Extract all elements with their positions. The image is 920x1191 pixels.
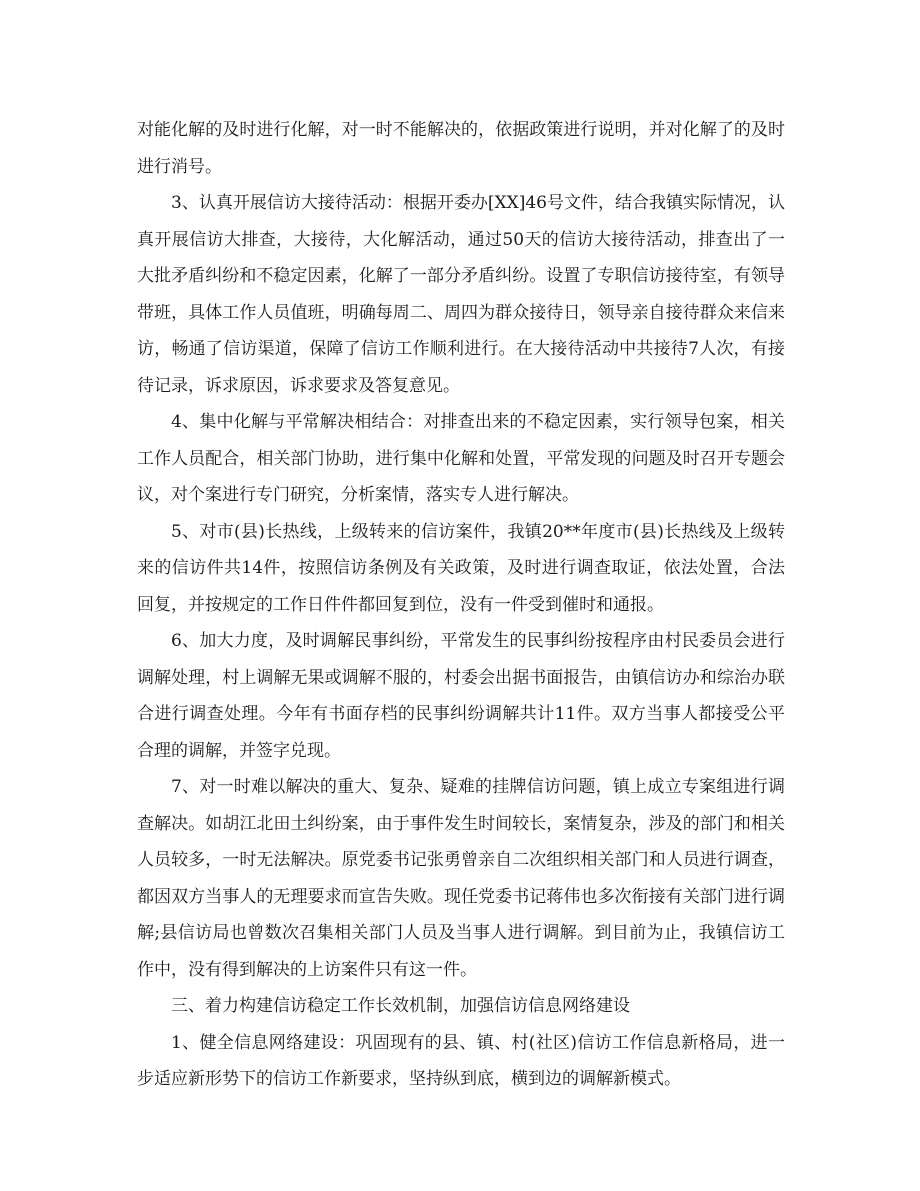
- paragraph-continuation: 对能化解的及时进行化解，对一时不能解决的，依据政策进行说明，并对化解了的及时进行消号。: [137, 120, 785, 177]
- paragraph-item-6: 6、加大力度，及时调解民事纠纷，平常发生的民事纠纷按程序由村民委员会进行调解处理，村上调解无果或调解不服的，村委会出据书面报告，由镇信访办和综治办联合进行调查处理。今年有书面存档的民事纠纷调解共计11件。双方当事人都接受公平合理的调解，并签字兑现。: [137, 631, 785, 761]
- paragraph-item-5: 5、对市(县)长热线，上级转来的信访案件，我镇20**年度市(县)长热线及上级转来的信访件共14件，按照信访条例及有关政策，及时进行调查取证，依法处置，合法回复，并按规定的工作日件件都回复到位，没有一件受到催时和通报。: [137, 521, 785, 615]
- paragraph-section-3-item-1: 1、健全信息网络建设：巩固现有的县、镇、村(社区)信访工作信息新格局，进一步适应新形势下的信访工作新要求，坚持纵到底，横到边的调解新模式。: [137, 1032, 785, 1089]
- paragraph-item-4: 4、集中化解与平常解决相结合：对排查出来的不稳定因素，实行领导包案，相关工作人员配合，相关部门协助，进行集中化解和处置，平常发现的问题及时召开专题会议，对个案进行专门研究，分析案情，落实专人进行解决。: [137, 412, 785, 505]
- paragraph-item-3: 3、认真开展信访大接待活动：根据开委办[XX]46号文件，结合我镇实际情况，认真开展信访大排查，大接待，大化解活动，通过50天的信访大接待活动，排查出了一大批矛盾纠纷和不稳定因素，化解了一部分矛盾纠纷。设置了专职信访接待室，有领导带班，具体工作人员值班，明确每周二、周四为群众接待日，领导亲自接待群众来信来访，畅通了信访渠道，保障了信访工作顺利进行。在大接待活动中共接待7人次，有接待记录，诉求原因，诉求要求及答复意见。: [137, 193, 785, 396]
- document-body: [137, 112, 785, 1098]
- section-heading-3: 三、着力构建信访稳定工作长效机制，加强信访信息网络建设: [171, 996, 630, 1016]
- paragraph-item-7: 7、对一时难以解决的重大、复杂、疑难的挂牌信访问题，镇上成立专案组进行调查解决。如胡江北田土纠纷案，由于事件发生时间较长，案情复杂，涉及的部门和相关人员较多，一时无法解决。原党委书记张勇曾亲自二次组织相关部门和人员进行调查，都因双方当事人的无理要求而宣告失败。现任党委书记蒋伟也多次衔接有关部门进行调解;县信访局也曾数次召集相关部门人员及当事人进行调解。到目前为止，我镇信访工作中，没有得到解决的上访案件只有这一件。: [137, 777, 785, 980]
